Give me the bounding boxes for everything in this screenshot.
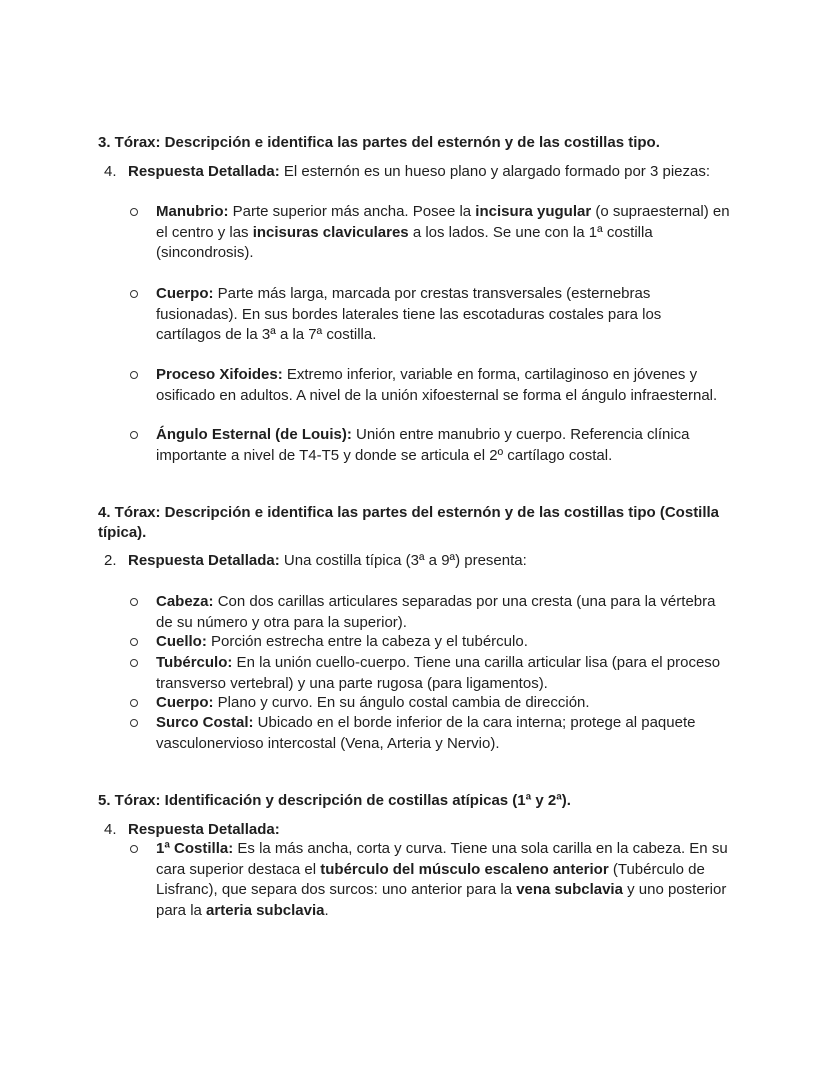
text-run: a los lados. Se une con la 1ª costilla (sincondrosis). — [156, 223, 653, 261]
list-item — [130, 839, 730, 921]
bold-term: arteria subclavia — [206, 901, 325, 919]
list-item-text — [156, 202, 730, 264]
bullet-icon — [130, 845, 138, 853]
list-item-text — [156, 839, 730, 921]
section-heading: 3. Tórax: Descripción e identifica las partes del esternón y de las costillas tipo. — [98, 134, 660, 151]
list-item-text — [156, 365, 730, 406]
text-run: y uno posterior para la — [156, 881, 727, 919]
text-run: Parte más larga, marcada por crestas transversales (esternebras fusionadas). En sus bordes laterales tiene las escotaduras costales para los cartílagos de la 3ª a la 7ª costilla. — [156, 285, 662, 343]
bold-term: Tubérculo: — [156, 654, 233, 671]
text-run: Parte superior más ancha. Posee la — [228, 203, 476, 220]
bullet-icon — [130, 659, 138, 667]
list-item-text — [156, 713, 730, 754]
list-item — [130, 592, 730, 633]
bold-term: Proceso Xifoides: — [156, 366, 283, 383]
answer-text: Una costilla típica (3ª a 9ª) presenta: — [279, 552, 527, 569]
list-item — [130, 713, 730, 754]
bullet-icon — [130, 719, 138, 727]
text-run: Porción estrecha entre la cabeza y el tubérculo. — [206, 633, 528, 650]
text-run: Con dos carillas articulares separadas por una cresta (una para la vértebra de su número y otra para la superior). — [156, 593, 716, 631]
list-item — [130, 284, 730, 346]
list-item-text — [156, 632, 730, 653]
section-heading: 5. Tórax: Identificación y descripción de costillas atípicas (1ª y 2ª). — [98, 792, 571, 809]
text-run: En la unión cuello-cuerpo. Tiene una carilla articular lisa (para el proceso transverso vertebral) y una parte rugosa (para ligamentos). — [156, 654, 721, 692]
answer-line — [104, 820, 744, 840]
bullet-icon — [130, 371, 138, 379]
section-heading: 4. Tórax: Descripción e identifica las partes del esternón y de las costillas tipo (Costilla típica). — [98, 504, 720, 541]
bold-term: 1ª Costilla: — [156, 840, 234, 857]
bold-term: tubérculo del músculo escaleno anterior — [320, 860, 609, 878]
list-item-text — [156, 284, 730, 346]
list-item — [130, 202, 730, 264]
list-item — [130, 653, 730, 694]
text-run: Ubicado en el borde inferior de la cara interna; protege al paquete vasculonervioso intercostal (Vena, Arteria y Nervio). — [156, 714, 696, 752]
bullet-icon — [130, 431, 138, 439]
list-item-text — [156, 693, 730, 714]
bold-term: Ángulo Esternal (de Louis): — [156, 426, 352, 443]
bold-term: Cabeza: — [156, 593, 214, 610]
bold-term: Cuerpo: — [156, 285, 214, 302]
bold-term: Surco Costal: — [156, 714, 254, 731]
list-item — [130, 425, 730, 466]
answer-line — [104, 162, 744, 182]
bullet-icon — [130, 598, 138, 606]
bullet-icon — [130, 699, 138, 707]
text-run: Plano y curvo. En su ángulo costal cambia de dirección. — [213, 694, 590, 711]
list-number: 4. — [104, 821, 117, 838]
bold-term: incisura yugular — [475, 203, 592, 220]
list-item — [130, 365, 730, 406]
text-run: Unión entre manubrio y cuerpo. Referencia clínica importante a nivel de T4-T5 y donde se articula el 2º cartílago costal. — [156, 426, 690, 464]
bullet-icon — [130, 290, 138, 298]
bold-term: Cuello: — [156, 633, 207, 650]
text-run: Es la más ancha, corta y curva. Tiene una sola carilla en la cabeza. En su cara superior destaca el — [156, 840, 728, 878]
text-run: (o supraesternal) en el centro y las — [156, 203, 730, 241]
list-number: 2. — [104, 552, 117, 569]
answer-label: Respuesta Detallada: — [128, 163, 280, 180]
list-item-text — [156, 653, 730, 694]
list-item — [130, 693, 730, 714]
list-item-text — [156, 592, 730, 633]
text-run: Extremo inferior, variable en forma, cartilaginoso en jóvenes y osificado en adultos. A nivel de la unión xifoesternal se forma el ángulo infraesternal. — [156, 366, 718, 404]
list-item — [130, 632, 730, 653]
text-run: . — [324, 901, 329, 919]
answer-text: El esternón es un hueso plano y alargado formado por 3 piezas: — [279, 163, 711, 180]
bold-term: Cuerpo: — [156, 694, 214, 711]
bold-term: vena subclavia — [516, 881, 623, 898]
bold-term: Manubrio: — [156, 203, 229, 220]
list-number: 4. — [104, 163, 117, 180]
answer-line — [104, 551, 744, 571]
bullet-icon — [130, 638, 138, 646]
bullet-icon — [130, 208, 138, 216]
answer-label: Respuesta Detallada: — [128, 552, 280, 569]
bold-term: incisuras claviculares — [252, 223, 409, 241]
text-run: (Tubérculo de Lisfranc), que separa dos surcos: uno anterior para la — [156, 860, 705, 898]
list-item-text — [156, 425, 730, 466]
answer-label: Respuesta Detallada: — [128, 821, 280, 838]
